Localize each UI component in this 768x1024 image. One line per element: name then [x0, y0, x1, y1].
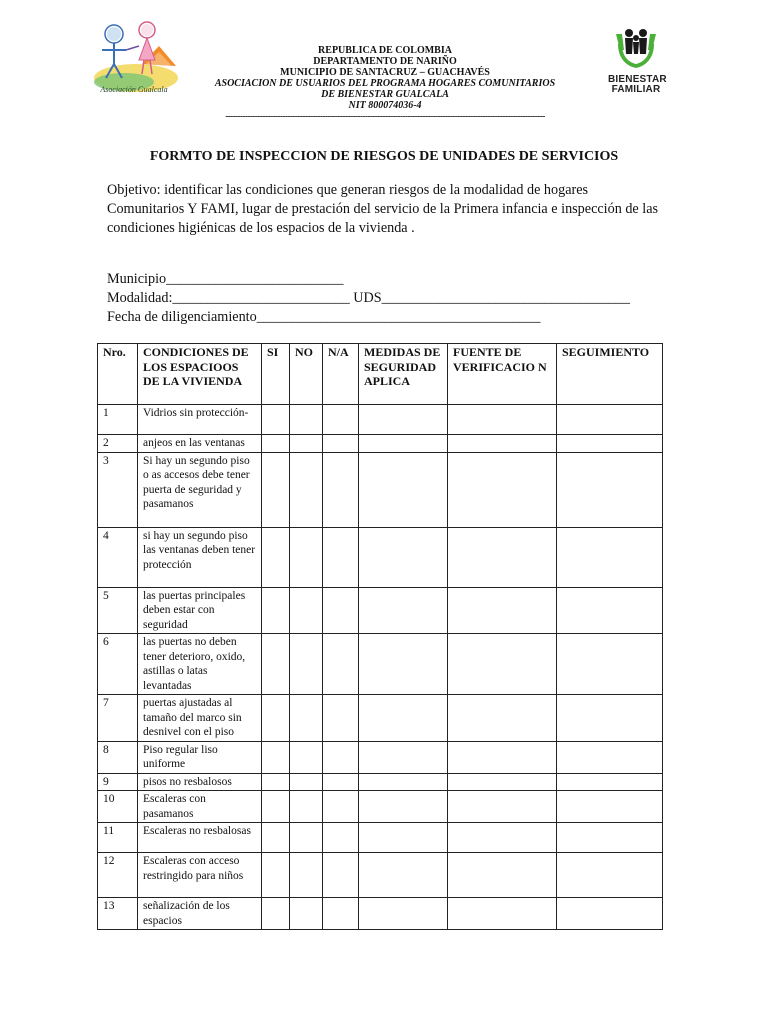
- header-association-cont: DE BIENESTAR GUALCALA: [321, 89, 449, 100]
- header-fuente: FUENTE DE VERIFICACIO N: [448, 344, 557, 405]
- no-cell[interactable]: [290, 405, 323, 435]
- fuente-cell[interactable]: [448, 823, 557, 853]
- row-condition: pisos no resbalosos: [138, 773, 262, 791]
- seguimiento-cell[interactable]: [557, 527, 663, 587]
- row-number: 12: [98, 853, 138, 898]
- form-fields: [107, 270, 630, 327]
- medidas-cell[interactable]: [359, 634, 448, 695]
- na-cell[interactable]: [323, 741, 359, 773]
- row-condition: las puertas principales deben estar con seguridad: [138, 587, 262, 634]
- medidas-cell[interactable]: [359, 405, 448, 435]
- medidas-cell[interactable]: [359, 823, 448, 853]
- header-medidas: MEDIDAS DE SEGURIDAD APLICA: [359, 344, 448, 405]
- no-cell[interactable]: [290, 853, 323, 898]
- row-number: 8: [98, 741, 138, 773]
- row-number: 4: [98, 527, 138, 587]
- fuente-cell[interactable]: [448, 773, 557, 791]
- si-cell[interactable]: [262, 405, 290, 435]
- header-na: N/A: [323, 344, 359, 405]
- row-number: 6: [98, 634, 138, 695]
- na-cell[interactable]: [323, 587, 359, 634]
- header-seguimiento: SEGUIMIENTO: [557, 344, 663, 405]
- table-row: [98, 898, 663, 930]
- row-number: 2: [98, 435, 138, 453]
- fuente-cell[interactable]: [448, 695, 557, 742]
- si-cell[interactable]: [262, 452, 290, 527]
- na-cell[interactable]: [323, 405, 359, 435]
- header-municipality: MUNICIPIO DE SANTACRUZ – GUACHAVÉS: [280, 67, 490, 78]
- table-row: [98, 435, 663, 453]
- logo-caption: Asociación Gualcala: [100, 85, 168, 94]
- table-row: [98, 791, 663, 823]
- no-cell[interactable]: [290, 791, 323, 823]
- medidas-cell[interactable]: [359, 853, 448, 898]
- fuente-cell[interactable]: [448, 741, 557, 773]
- fuente-cell[interactable]: [448, 853, 557, 898]
- seguimiento-cell[interactable]: [557, 773, 663, 791]
- no-cell[interactable]: [290, 435, 323, 453]
- table-row: [98, 773, 663, 791]
- fuente-cell[interactable]: [448, 405, 557, 435]
- si-cell[interactable]: [262, 853, 290, 898]
- row-condition: Vidrios sin protección-: [138, 405, 262, 435]
- modalidad-uds-field[interactable]: Modalidad:_________________________ UDS___________________________________: [107, 290, 630, 306]
- fuente-cell[interactable]: [448, 791, 557, 823]
- seguimiento-cell[interactable]: [557, 405, 663, 435]
- medidas-cell[interactable]: [359, 527, 448, 587]
- row-number: 5: [98, 587, 138, 634]
- bienestar-line: BIENESTAR: [608, 74, 667, 85]
- row-number: 1: [98, 405, 138, 435]
- header-country: REPUBLICA DE COLOMBIA: [318, 45, 452, 56]
- na-cell[interactable]: [323, 791, 359, 823]
- row-number: 7: [98, 695, 138, 742]
- na-cell[interactable]: [323, 527, 359, 587]
- na-cell[interactable]: [323, 823, 359, 853]
- row-condition: puertas ajustadas al tamaño del marco sin desnivel con el piso: [138, 695, 262, 742]
- fuente-cell[interactable]: [448, 587, 557, 634]
- si-cell[interactable]: [262, 741, 290, 773]
- fuente-cell[interactable]: [448, 435, 557, 453]
- seguimiento-cell[interactable]: [557, 741, 663, 773]
- seguimiento-cell[interactable]: [557, 898, 663, 930]
- seguimiento-cell[interactable]: [557, 634, 663, 695]
- row-number: 9: [98, 773, 138, 791]
- medidas-cell[interactable]: [359, 435, 448, 453]
- row-condition: Escaleras con acceso restringido para niños: [138, 853, 262, 898]
- si-cell[interactable]: [262, 791, 290, 823]
- fuente-cell[interactable]: [448, 898, 557, 930]
- header-condiciones: CONDICIONES DE LOS ESPACIOOS DE LA VIVIENDA: [138, 344, 262, 405]
- table-row: [98, 823, 663, 853]
- table-row: [98, 527, 663, 587]
- si-cell[interactable]: [262, 634, 290, 695]
- no-cell[interactable]: [290, 695, 323, 742]
- si-cell[interactable]: [262, 898, 290, 930]
- table-row: [98, 405, 663, 435]
- fuente-cell[interactable]: [448, 634, 557, 695]
- seguimiento-cell[interactable]: [557, 452, 663, 527]
- seguimiento-cell[interactable]: [557, 435, 663, 453]
- seguimiento-cell[interactable]: [557, 695, 663, 742]
- page-title: FORMTO DE INSPECCION DE RIESGOS DE UNIDADES DE SERVICIOS: [149, 149, 619, 164]
- objective-paragraph: Objetivo: identificar las condiciones que generan riesgos de la modalidad de hogares Comunitarios Y FAMI, lugar de prestación del servicio de la Primera infancia e inspección de las condiciones higiénicas de los espacios de la vivienda .: [107, 182, 659, 236]
- inspection-table: [97, 343, 663, 930]
- row-condition: las puertas no deben tener deterioro, oxido, astillas o latas levantadas: [138, 634, 262, 695]
- fuente-cell[interactable]: [448, 527, 557, 587]
- medidas-cell[interactable]: [359, 898, 448, 930]
- table-header-row: [98, 344, 663, 405]
- header-no: NO: [290, 344, 323, 405]
- si-cell[interactable]: [262, 773, 290, 791]
- medidas-cell[interactable]: [359, 695, 448, 742]
- na-cell[interactable]: [323, 452, 359, 527]
- table-row: [98, 452, 663, 527]
- row-condition: si hay un segundo piso las ventanas deben tener protección: [138, 527, 262, 587]
- si-cell[interactable]: [262, 587, 290, 634]
- si-cell[interactable]: [262, 527, 290, 587]
- no-cell[interactable]: [290, 773, 323, 791]
- na-cell[interactable]: [323, 634, 359, 695]
- na-cell[interactable]: [323, 853, 359, 898]
- document-header: [200, 45, 570, 122]
- row-condition: anjeos en las ventanas: [138, 435, 262, 453]
- na-cell[interactable]: [323, 435, 359, 453]
- header-department: DEPARTAMENTO DE NARIÑO: [313, 56, 457, 67]
- no-cell[interactable]: [290, 527, 323, 587]
- row-condition: Escaleras no resbalosas: [138, 823, 262, 853]
- no-cell[interactable]: [290, 634, 323, 695]
- seguimiento-cell[interactable]: [557, 853, 663, 898]
- medidas-cell[interactable]: [359, 452, 448, 527]
- no-cell[interactable]: [290, 823, 323, 853]
- municipio-field[interactable]: Municipio_________________________: [107, 271, 344, 287]
- row-number: 11: [98, 823, 138, 853]
- no-cell[interactable]: [290, 587, 323, 634]
- medidas-cell[interactable]: [359, 773, 448, 791]
- table-row: [98, 587, 663, 634]
- table-row: [98, 853, 663, 898]
- header-nit: NIT 800074036-4: [348, 100, 422, 111]
- asociacion-gualcala-logo: [84, 16, 184, 96]
- header-nro: Nro.: [98, 344, 138, 405]
- familiar-line: FAMILIAR: [611, 84, 661, 95]
- fuente-cell[interactable]: [448, 452, 557, 527]
- no-cell[interactable]: [290, 741, 323, 773]
- fecha-field[interactable]: Fecha de diligenciamiento________________________________________: [107, 309, 541, 325]
- row-condition: Piso regular liso uniforme: [138, 741, 262, 773]
- row-number: 10: [98, 791, 138, 823]
- row-number: 3: [98, 452, 138, 527]
- no-cell[interactable]: [290, 452, 323, 527]
- row-number: 13: [98, 898, 138, 930]
- si-cell[interactable]: [262, 823, 290, 853]
- seguimiento-cell[interactable]: [557, 791, 663, 823]
- seguimiento-cell[interactable]: [557, 823, 663, 853]
- header-divider: --------------------------------------------------------------------------------------------------------------------------------: [225, 111, 545, 121]
- table-row: [98, 634, 663, 695]
- na-cell[interactable]: [323, 695, 359, 742]
- na-cell[interactable]: [323, 898, 359, 930]
- medidas-cell[interactable]: [359, 741, 448, 773]
- no-cell[interactable]: [290, 898, 323, 930]
- si-cell[interactable]: [262, 695, 290, 742]
- na-cell[interactable]: [323, 773, 359, 791]
- header-si: SI: [262, 344, 290, 405]
- medidas-cell[interactable]: [359, 791, 448, 823]
- header-association: ASOCIACION DE USUARIOS DEL PROGRAMA HOGARES COMUNITARIOS: [214, 78, 556, 89]
- table-row: [98, 741, 663, 773]
- medidas-cell[interactable]: [359, 587, 448, 634]
- table-row: [98, 695, 663, 742]
- row-condition: Si hay un segundo piso o as accesos debe tener puerta de seguridad y pasamanos: [138, 452, 262, 527]
- bienestar-familiar-logo: [608, 24, 667, 95]
- seguimiento-cell[interactable]: [557, 587, 663, 634]
- row-condition: señalización de los espacios: [138, 898, 262, 930]
- si-cell[interactable]: [262, 435, 290, 453]
- row-condition: Escaleras con pasamanos: [138, 791, 262, 823]
- family-hands-icon: [614, 24, 658, 70]
